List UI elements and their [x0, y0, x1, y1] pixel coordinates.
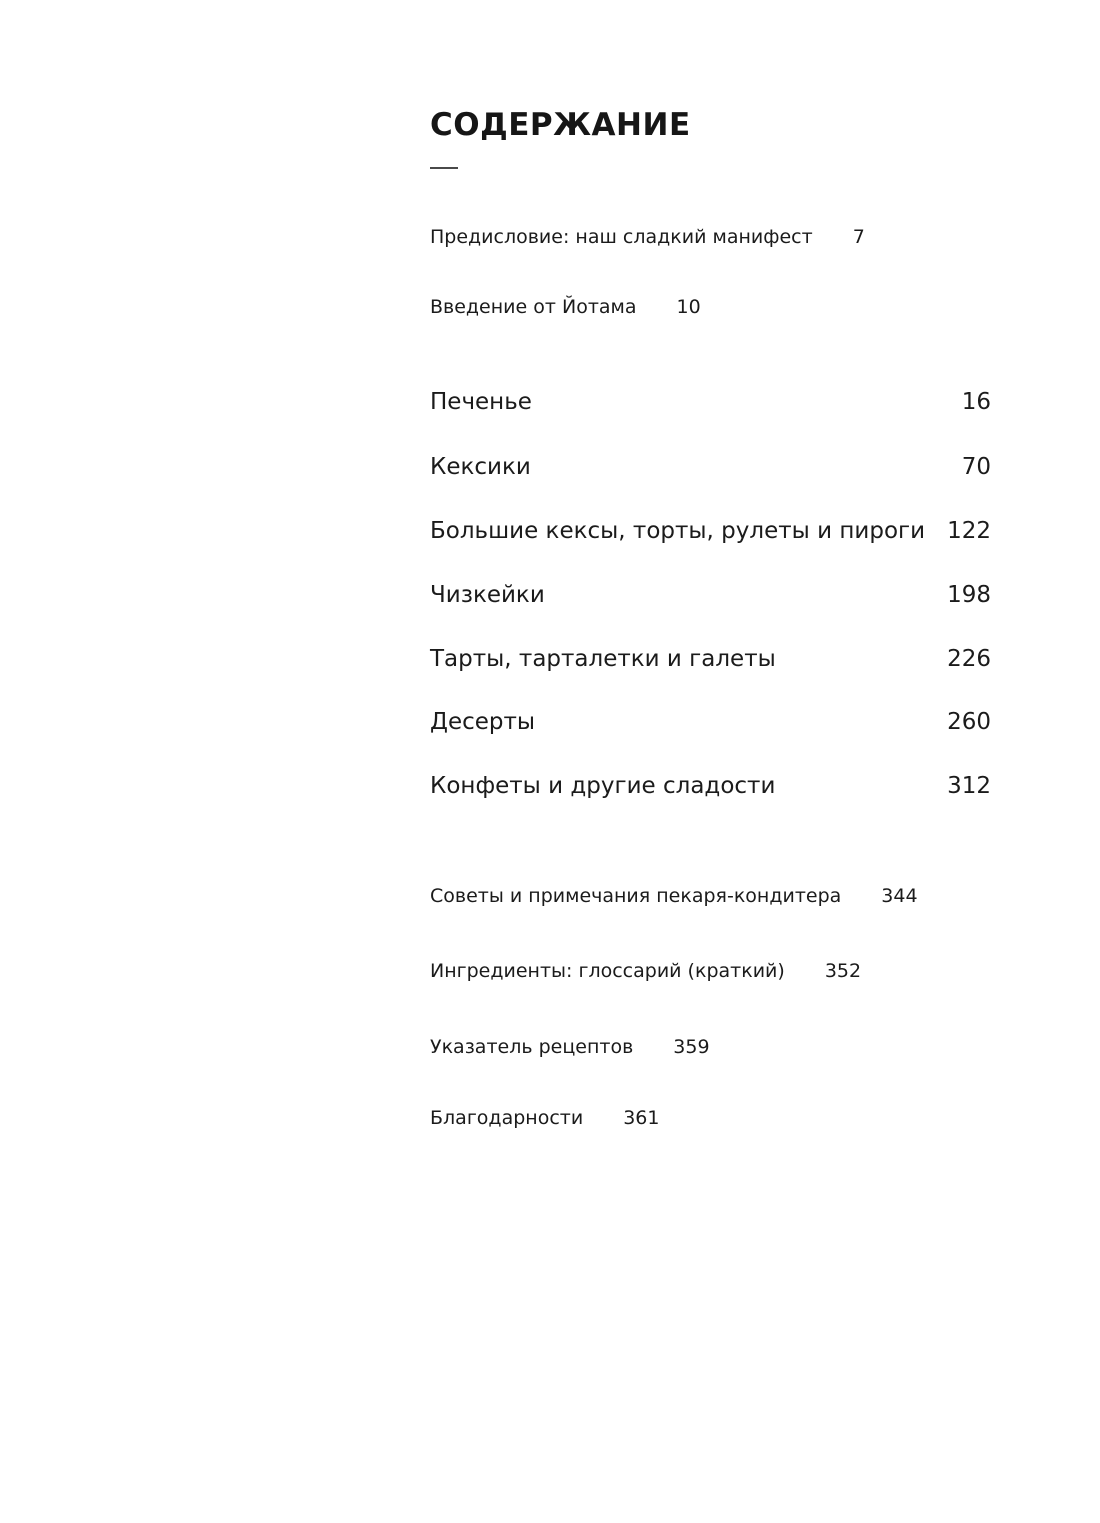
toc-entry-page-number: 7: [852, 226, 865, 248]
toc-entry-page-number: 361: [623, 1107, 660, 1129]
toc-entry-label: Благодарности: [430, 1107, 584, 1129]
toc-entry-introduction: [430, 294, 991, 320]
toc-entry-chapter: [430, 644, 991, 674]
toc-entry-page-number: 10: [676, 296, 701, 318]
toc-entry-chapter: [430, 452, 991, 482]
toc-entry-preface: [430, 224, 991, 250]
chapter-label: Печенье: [430, 389, 532, 415]
toc-entry-recipe-index: [430, 1034, 991, 1060]
toc-entry-label: Предисловие: наш сладкий манифест: [430, 226, 813, 248]
chapter-page-number: 198: [947, 582, 991, 608]
toc-entry-bakers-notes: [430, 883, 991, 909]
page-title: СОДЕРЖАНИЕ: [430, 107, 691, 143]
chapter-page-number: 260: [947, 709, 991, 735]
title-rule-divider: [430, 167, 458, 169]
toc-entry-acknowledgements: [430, 1105, 991, 1131]
chapter-page-number: 226: [947, 646, 991, 672]
chapter-page-number: 312: [947, 773, 991, 799]
toc-entry-chapter: [430, 707, 991, 737]
toc-entry-chapter: [430, 580, 991, 610]
toc-entry-page-number: 359: [673, 1036, 710, 1058]
toc-entry-label: Указатель рецептов: [430, 1036, 634, 1058]
toc-entry-chapter: [430, 516, 991, 546]
chapter-label: Конфеты и другие сладости: [430, 773, 776, 799]
chapter-label: Тарты, тарталетки и галеты: [430, 646, 776, 672]
toc-content-column: [430, 0, 991, 1523]
chapter-label: Большие кексы, торты, рулеты и пироги: [430, 518, 926, 544]
toc-entry-page-number: 352: [824, 960, 862, 982]
toc-entry-chapter: [430, 387, 991, 417]
toc-entry-chapter: [430, 771, 991, 801]
chapter-label: Кексики: [430, 454, 531, 480]
chapter-label: Чизкейки: [430, 582, 545, 608]
toc-entry-page-number: 344: [881, 885, 918, 907]
chapter-page-number: 70: [961, 454, 991, 480]
chapter-label: Десерты: [430, 709, 536, 735]
toc-entry-label: Введение от Йотама: [430, 296, 637, 318]
toc-entry-label: Советы и примечания пекаря-кондитера: [430, 885, 842, 907]
chapter-page-number: 122: [947, 518, 991, 544]
chapter-page-number: 16: [961, 389, 991, 415]
toc-entry-ingredients-glossary: [430, 958, 991, 984]
toc-entry-label: Ингредиенты: глоссарий (краткий): [430, 960, 785, 982]
